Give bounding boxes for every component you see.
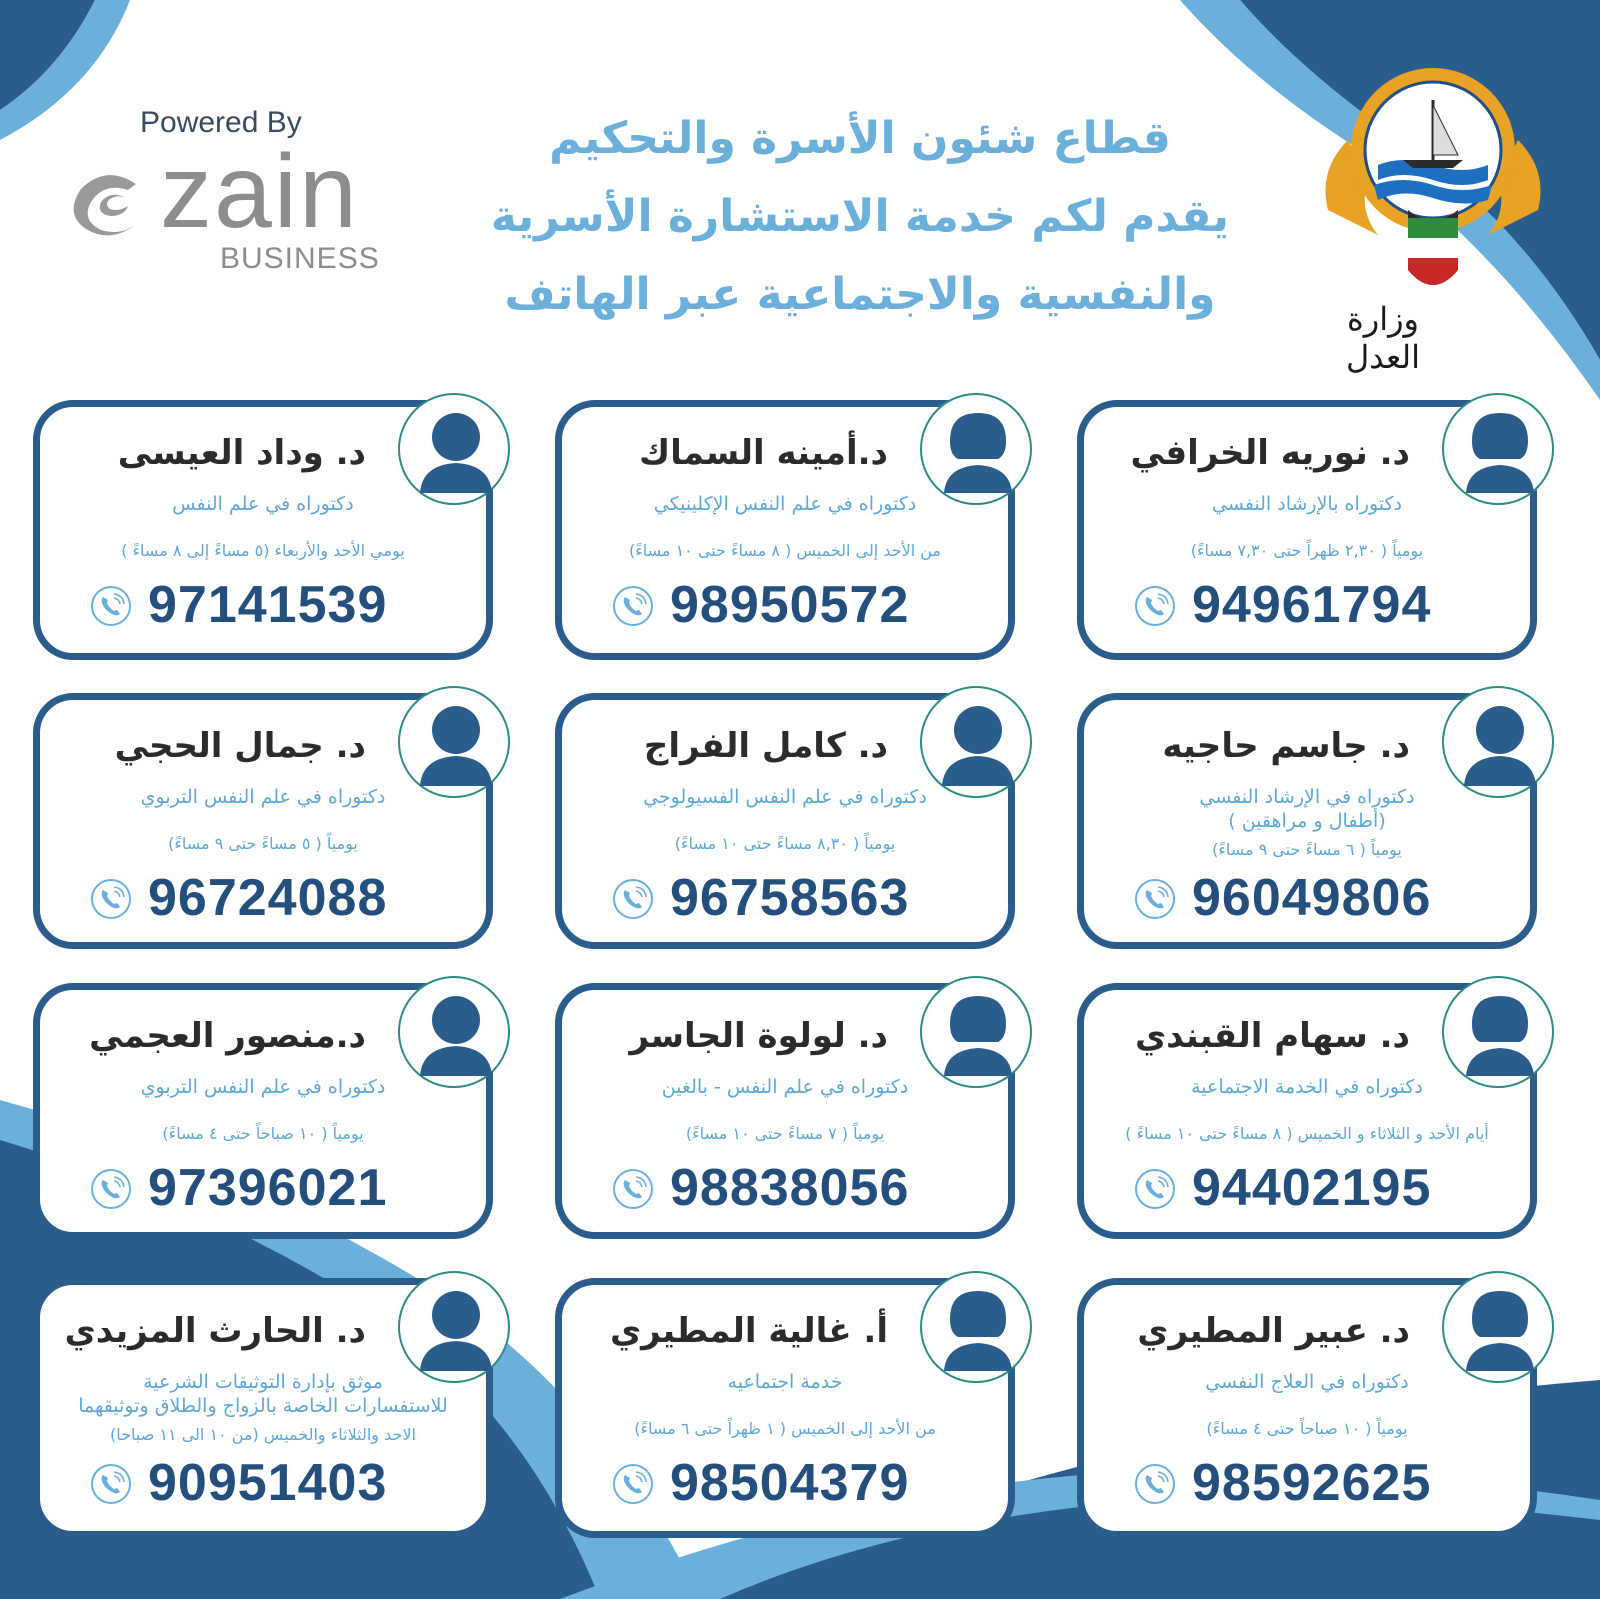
phone-icon [1134,1463,1176,1505]
contact-card [1077,400,1537,660]
contact-specialty: دكتوراه في علم النفس [172,493,354,515]
contact-specialty: دكتوراه في علم النفس - بالغين [661,1076,909,1098]
contact-card [1077,983,1537,1239]
contact-specialty: موثق بإدارة التوثيقات الشرعية [143,1371,383,1393]
contact-phone[interactable]: 98592625 [1192,1454,1432,1512]
title-line-1: قطاع شئون الأسرة والتحكيم [549,113,1171,164]
female-avatar-icon [1442,393,1554,505]
contact-specialty-extra: (أطفال و مراهقين ) [1228,810,1386,832]
title-line-2: يقدم لكم خدمة الاستشارة الأسرية [490,191,1230,242]
contact-specialty-extra: للاستفسارات الخاصة بالزواج والطلاق وتوثيقهما [78,1395,448,1417]
zain-business-text: BUSINESS [220,242,380,275]
male-avatar-icon [920,686,1032,798]
contact-card [555,400,1015,660]
contact-hours: يومي الأحد والأربعاء (٥ مساءً إلى ٨ مساءً ) [121,541,405,560]
male-avatar-icon [398,1271,510,1383]
contact-card [555,693,1015,949]
zain-wordmark: zain [160,134,359,250]
contact-hours: أيام الأحد و الثلاثاء و الخميس ( ٨ مساءً حتى ١٠ مساءً ) [1125,1124,1489,1143]
female-avatar-icon [920,976,1032,1088]
contact-hours: يومياً ( ٢,٣٠ ظهراً حتى ٧,٣٠ مساءً) [1190,541,1424,560]
contact-hours: من الأحد إلى الخميس ( ١ ظهراً حتى ٦ مساءً) [634,1419,936,1438]
contact-specialty: دكتوراه في الخدمة الاجتماعية [1191,1076,1423,1098]
contact-phone[interactable]: 96049806 [1192,869,1432,927]
ministry-name: وزارة العدل [1345,300,1421,376]
phone-icon [612,1463,654,1505]
contact-specialty: دكتوراه في الإرشاد النفسي [1199,786,1415,808]
contact-name: د. لولوة الجاسر [629,1016,888,1056]
contact-name: د. سهام القبندي [1134,1016,1410,1056]
contact-name: د. وداد العيسى [117,433,366,473]
contact-specialty: خدمة اجتماعيه [727,1371,843,1393]
contact-card [33,400,493,660]
contact-hours: من الأحد إلى الخميس ( ٨ مساءً حتى ١٠ مساءً) [629,541,941,560]
phone-icon [90,878,132,920]
phone-icon [612,878,654,920]
contact-name: د.منصور العجمي [89,1016,366,1056]
contact-card [1077,693,1537,949]
contact-phone[interactable]: 97141539 [148,576,388,634]
contact-specialty: دكتوراه في العلاج النفسي [1205,1371,1409,1393]
contact-phone[interactable]: 98504379 [670,1454,910,1512]
phone-icon [612,1168,654,1210]
contact-specialty: دكتوراه في علم النفس الإكلينيكي [653,493,917,515]
contact-hours: يومياً ( ٥ مساءً حتى ٩ مساءً) [168,834,358,853]
contact-phone[interactable]: 98950572 [670,576,910,634]
contact-phone[interactable]: 98838056 [670,1159,910,1217]
contact-hours: الاحد والثلاثاء والخميس (من ١٠ الى ١١ صباحا) [110,1425,416,1444]
female-avatar-icon [920,393,1032,505]
phone-icon [1134,585,1176,627]
contact-name: د.أمينه السماك [638,433,888,473]
contact-specialty: دكتوراه في علم النفس التربوي [140,786,386,808]
female-avatar-icon [920,1271,1032,1383]
contact-name: د. نوريه الخرافي [1130,433,1410,473]
contact-name: د. كامل الفراج [643,726,888,766]
contact-specialty: دكتوراه بالإرشاد النفسي [1212,493,1402,515]
contact-hours: يومياً ( ٧ مساءً حتى ١٠ مساءً) [685,1124,885,1143]
male-avatar-icon [1442,686,1554,798]
contact-card [555,1278,1015,1538]
contact-card [33,693,493,949]
contact-name: د. الحارث المزيدي [64,1311,366,1351]
contact-specialty: دكتوراه في علم النفس الفسيولوجي [643,786,927,808]
contact-hours: يومياً ( ٦ مساءً حتى ٩ مساءً) [1212,840,1402,859]
powered-by-text: Powered By [140,106,302,139]
phone-icon [90,1463,132,1505]
contact-phone[interactable]: 97396021 [148,1159,388,1217]
contact-card [33,1278,493,1538]
contact-name: د. جمال الحجي [114,726,366,766]
male-avatar-icon [398,686,510,798]
contact-phone[interactable]: 90951403 [148,1454,388,1512]
contact-phone[interactable]: 96724088 [148,869,388,927]
phone-icon [90,1168,132,1210]
contact-hours: يومياً ( ١٠ صباحاً حتى ٤ مساءً) [162,1124,364,1143]
contact-phone[interactable]: 94961794 [1192,576,1432,634]
title-line-3: والنفسية والاجتماعية عبر الهاتف [504,269,1216,320]
contact-card [1077,1278,1537,1538]
contact-phone[interactable]: 96758563 [670,869,910,927]
phone-icon [1134,1168,1176,1210]
contact-hours: يومياً ( ١٠ صباحاً حتى ٤ مساءً) [1206,1419,1408,1438]
contact-card [33,983,493,1239]
male-avatar-icon [398,976,510,1088]
male-avatar-icon [398,393,510,505]
contact-name: د. عبير المطيري [1137,1311,1410,1351]
contact-name: د. جاسم حاجيه [1162,726,1410,766]
contact-hours: يومياً ( ٨,٣٠ مساءً حتى ١٠ مساءً) [674,834,896,853]
phone-icon [612,585,654,627]
contact-phone[interactable]: 94402195 [1192,1159,1432,1217]
female-avatar-icon [1442,976,1554,1088]
contact-name: أ. غالية المطيري [609,1311,888,1351]
contact-card [555,983,1015,1239]
phone-icon [1134,878,1176,920]
contact-specialty: دكتوراه في علم النفس التربوي [140,1076,386,1098]
female-avatar-icon [1442,1271,1554,1383]
phone-icon [90,585,132,627]
